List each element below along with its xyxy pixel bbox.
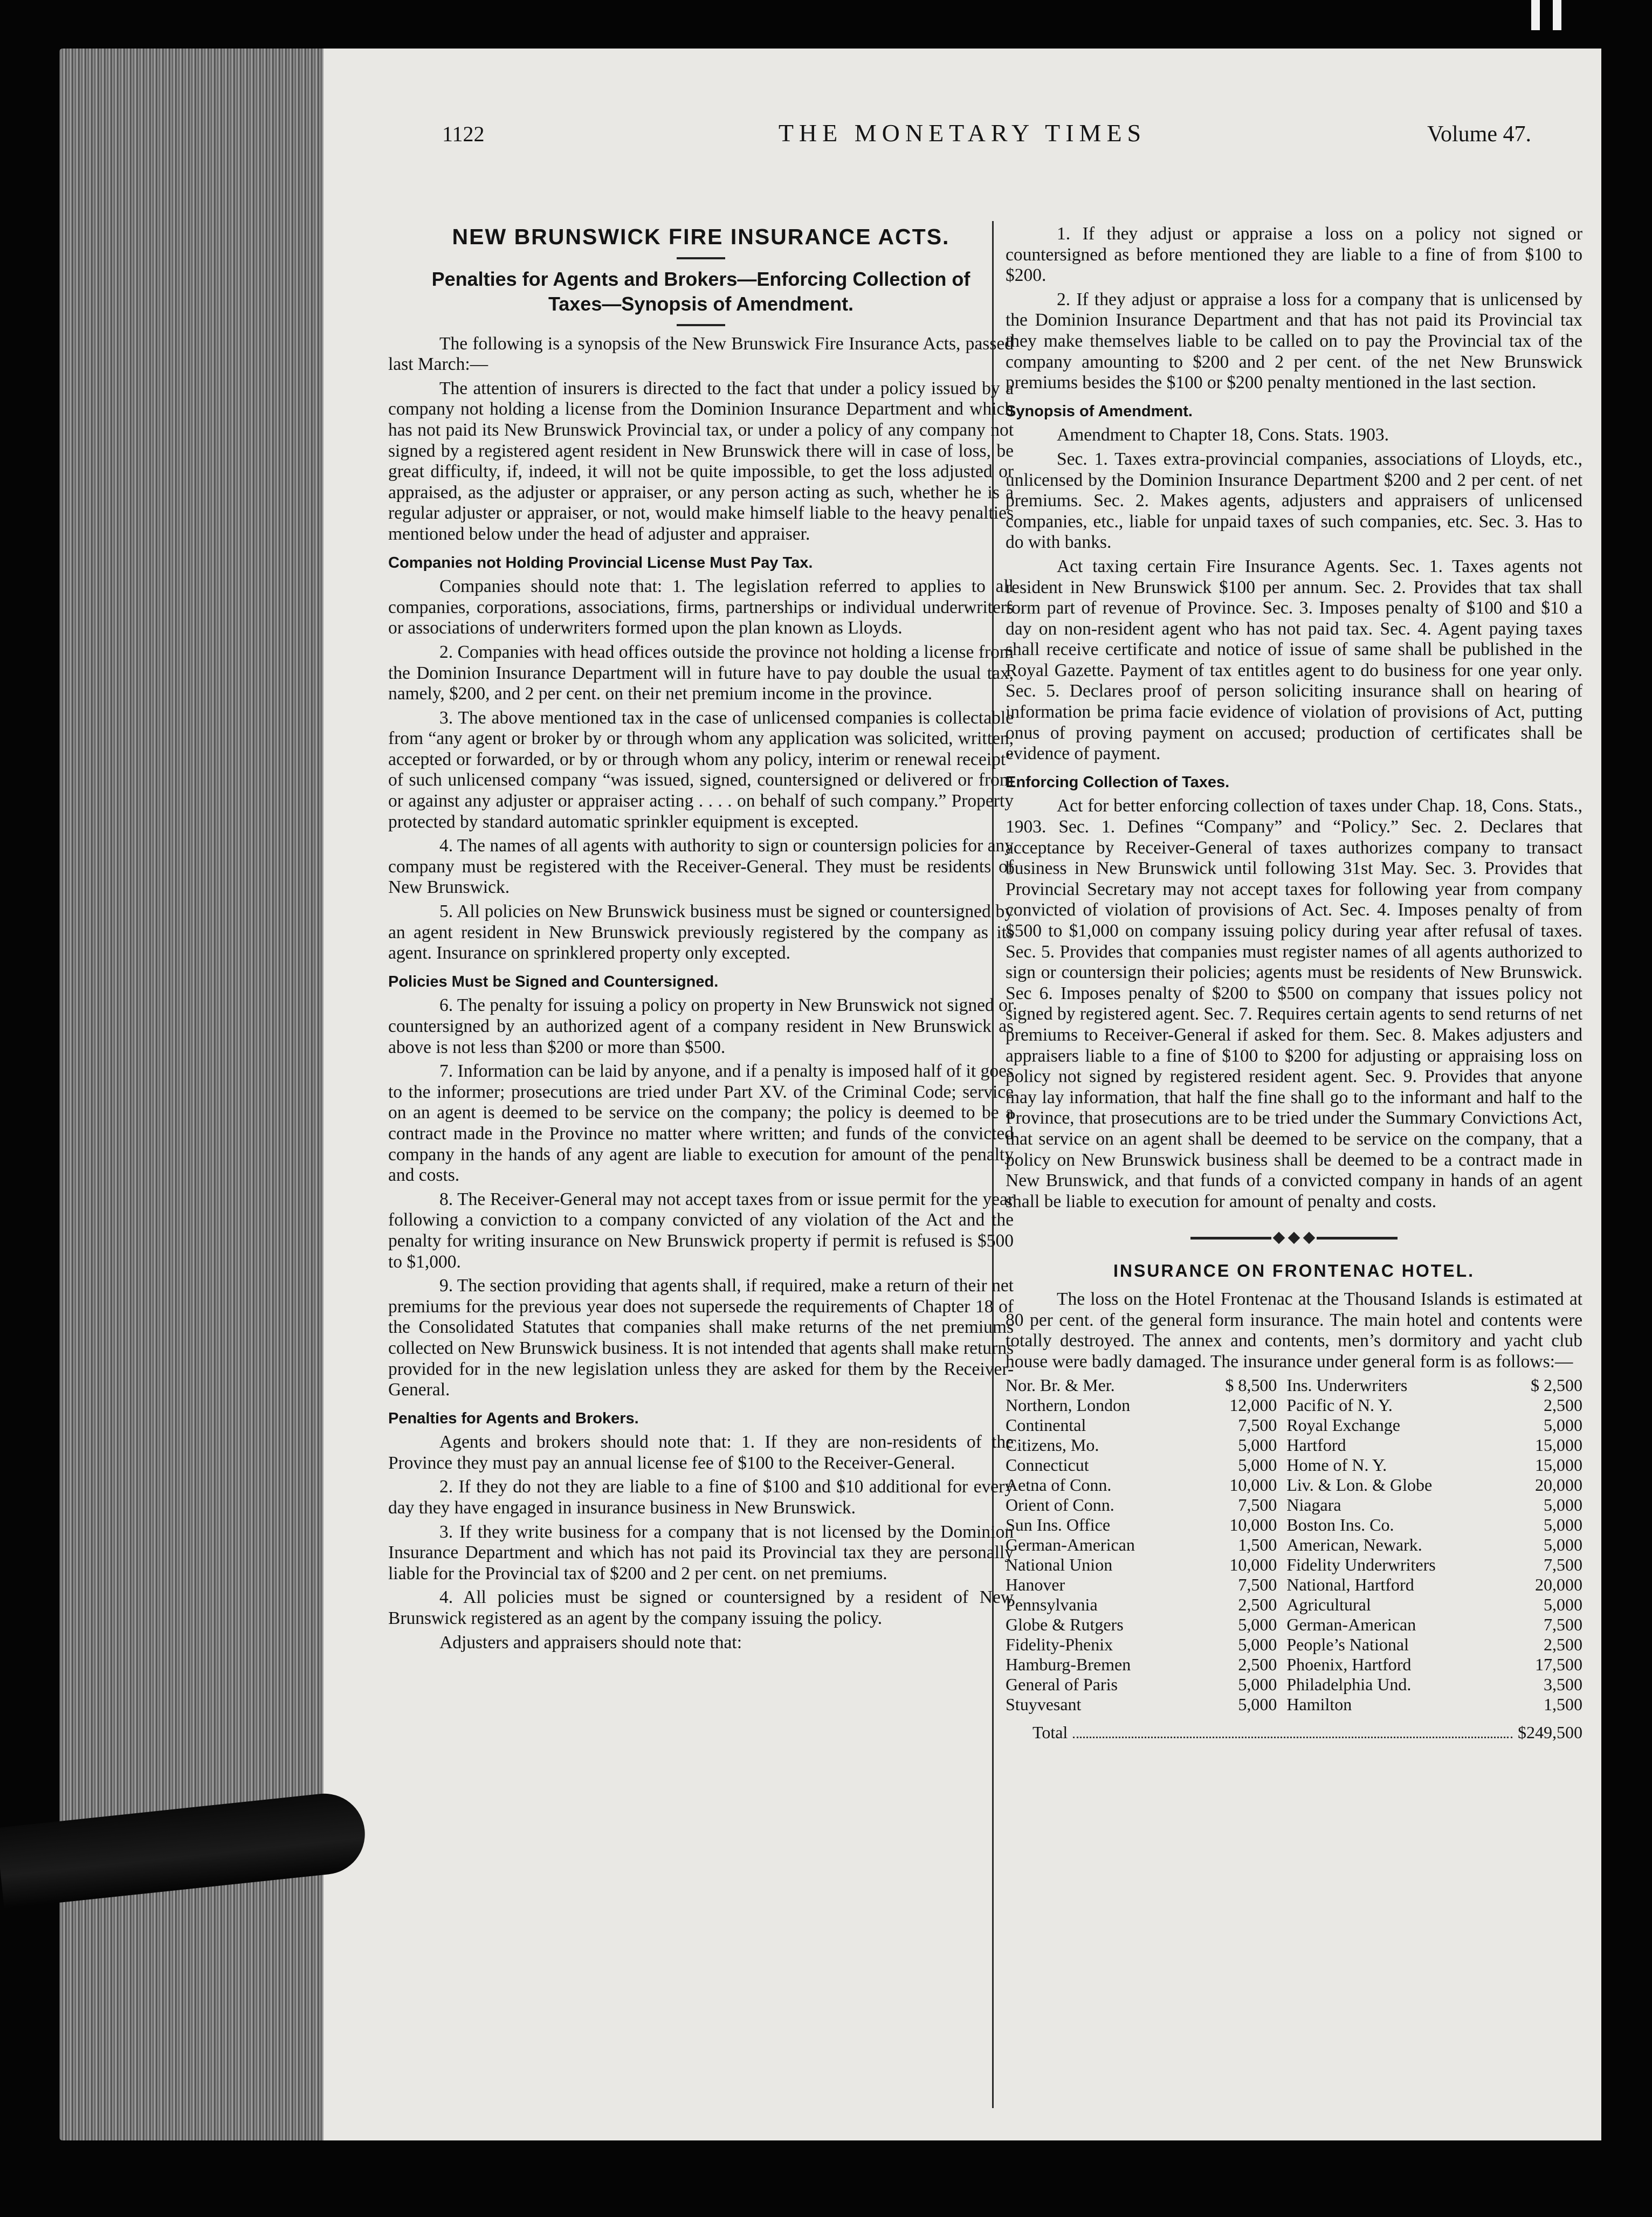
ornament-divider bbox=[1006, 1234, 1582, 1242]
section-paragraphs bbox=[1006, 796, 1582, 1212]
company-name: Nor. Br. & Mer. bbox=[1006, 1375, 1115, 1395]
table-row bbox=[1006, 1595, 1582, 1615]
table-row bbox=[1006, 1475, 1582, 1495]
table-row bbox=[1006, 1455, 1582, 1475]
paragraph: The attention of insurers is directed to the fact that under a policy issued by a company not holding a license from the Dominion Insurance Department and which has not paid its New Brunswick Provincial tax, or under a policy of any company not signed by a registered agent resident in New Brunswick there will in case of loss, be great difficulty, if, indeed, it will not be quite impossible, to get the loss adjusted or appraised, as the adjuster or appraiser, or any person acting as such, whether he is a regular adjuster or appraiser, or not, would make himself liable to the heavy penalties mentioned below under the head of adjuster and appraiser. bbox=[388, 378, 1014, 544]
company-name: Sun Ins. Office bbox=[1006, 1515, 1111, 1535]
amount: $ 2,500 bbox=[1531, 1375, 1582, 1395]
amount: 2,500 bbox=[1238, 1595, 1277, 1615]
company-name: German-American bbox=[1286, 1615, 1416, 1635]
company-name: Niagara bbox=[1286, 1495, 1341, 1515]
company-name: Northern, London bbox=[1006, 1395, 1131, 1415]
amount: 17,500 bbox=[1535, 1655, 1582, 1675]
amount: 5,000 bbox=[1238, 1435, 1277, 1455]
total-label: Total bbox=[1032, 1723, 1068, 1743]
section-paragraphs bbox=[388, 1432, 1014, 1653]
section-heading: Companies not Holding Provincial License Must Pay Tax. bbox=[388, 554, 813, 572]
amount: 5,000 bbox=[1238, 1615, 1277, 1635]
amount: 5,000 bbox=[1238, 1695, 1277, 1715]
paragraph: Companies should note that: 1. The legislation referred to applies to all companies, corporations, associations, firms, partnerships or individual underwriters or associations of underwriters formed upon the plan known as Lloyds. bbox=[388, 576, 1014, 638]
section-heading: Penalties for Agents and Brokers. bbox=[388, 1409, 639, 1427]
section-heading: Policies Must be Signed and Countersigned. bbox=[388, 973, 719, 990]
paragraph: Act for better enforcing collection of taxes under Chap. 18, Cons. Stats., 1903. Sec. 1. Defines “Company” and “Policy.” Sec. 2. Declares that acceptance by Receiver-General of taxes authorizes company to transact business in New Brunswick until following 31st May. Sec. 3. Provides that Provincial Secretary may not accept taxes for following year from company convicted of violation of provisions of Act. Sec. 4. Imposes penalty of from $500 to $1,000 on company issuing policy during year after refusal of taxes. Sec. 5. Provides that companies must register names of all agents authorized to sign or countersign their policies; agents must be residents of New Brunswick. Sec 6. Imposes penalty of $200 to $500 on company that issues policy not signed by registered agent. Sec. 7. Requires certain agents to send returns of net premiums to Receiver-General if asked for them. Sec. 8. Makes adjusters and appraisers liable to a fine of $100 to $200 for adjusting or appraising loss on policy not signed by registered resident agent. Sec. 9. Provides that anyone may lay information, that half the fine shall go to the informant and half to the Province, that prosecutions are to be tried under the Summary Convictions Act, that service on an agent shall be deemed to be service on the company, that a policy on New Brunswick business shall be deemed to be a contract made in New Brunswick, and that funds of a convicted company in hands of an agent shall be liable to execution for amount of penalty and costs. bbox=[1006, 796, 1582, 1211]
film-mark bbox=[1553, 0, 1561, 30]
company-name: Boston Ins. Co. bbox=[1286, 1515, 1394, 1535]
article-subtitle: Penalties for Agents and Brokers—Enforcing Collection of Taxes—Synopsis of Amendment. bbox=[431, 267, 970, 315]
section-paragraphs bbox=[388, 995, 1014, 1400]
paragraph: 3. The above mentioned tax in the case of unlicensed companies is collectable from “any agent or broker by or through whom any application was solicited, written, accepted or forwarded, or by or through whom any policy, interim or renewal receipt” of such unlicensed company “was issued, signed, countersigned or delivered or from or against any adjuster or appraiser acting . . . . on behalf of such company.” Property protected by standard automatic sprinkler equipment is excepted. bbox=[388, 707, 1014, 832]
title-dash bbox=[677, 257, 725, 259]
company-name: People’s National bbox=[1286, 1635, 1409, 1655]
table-row bbox=[1006, 1395, 1582, 1415]
volume-label: Volume 47. bbox=[1427, 122, 1531, 147]
page-header bbox=[323, 121, 1601, 159]
amount: 15,000 bbox=[1535, 1435, 1582, 1455]
amount: 20,000 bbox=[1535, 1575, 1582, 1595]
right-column bbox=[1006, 224, 1582, 1743]
section-heading: Enforcing Collection of Taxes. bbox=[1006, 773, 1230, 791]
table-row bbox=[1006, 1695, 1582, 1715]
paragraph: 1. If they adjust or appraise a loss on a policy not signed or countersigned as before mentioned they are liable to a fine of from $100 to $200. bbox=[1006, 224, 1582, 286]
table-row bbox=[1006, 1495, 1582, 1515]
table-row bbox=[1006, 1675, 1582, 1695]
article-title: NEW BRUNSWICK FIRE INSURANCE ACTS. bbox=[452, 224, 950, 249]
amount: 15,000 bbox=[1535, 1455, 1582, 1475]
company-name: General of Paris bbox=[1006, 1675, 1118, 1695]
amount: 7,500 bbox=[1238, 1495, 1277, 1515]
company-name: Hanover bbox=[1006, 1575, 1065, 1595]
amount: 10,000 bbox=[1229, 1555, 1277, 1575]
section-heading: Synopsis of Amendment. bbox=[1006, 402, 1193, 420]
amount: 1,500 bbox=[1238, 1535, 1277, 1555]
amount: 10,000 bbox=[1229, 1515, 1277, 1535]
paragraph: Adjusters and appraisers should note that: bbox=[439, 1632, 742, 1653]
company-name: Hartford bbox=[1286, 1435, 1346, 1455]
amount: 12,000 bbox=[1229, 1395, 1277, 1415]
company-name: Orient of Conn. bbox=[1006, 1495, 1114, 1515]
paragraph: 9. The section providing that agents shall, if required, make a return of their net premiums for the previous year does not supersede the requirements of Chapter 18 of the Consolidated Statutes that companies shall make returns of the net premiums collected on New Brunswick business. It is not intended that agents shall make returns provided for in the new legislation unless they are asked for them by the Receiver-General. bbox=[388, 1276, 1014, 1400]
company-name: Stuyvesant bbox=[1006, 1695, 1082, 1715]
scanned-page bbox=[323, 49, 1601, 2140]
company-name: Liv. & Lon. & Globe bbox=[1286, 1475, 1433, 1495]
company-name: Continental bbox=[1006, 1415, 1086, 1435]
insurance-table bbox=[1006, 1375, 1582, 1715]
running-title: THE MONETARY TIMES bbox=[778, 119, 1147, 147]
company-name: Connecticut bbox=[1006, 1455, 1089, 1475]
amount: 7,500 bbox=[1238, 1575, 1277, 1595]
section-paragraphs bbox=[1006, 425, 1582, 765]
amount: 7,500 bbox=[1238, 1415, 1277, 1435]
paragraph: 4. The names of all agents with authority to sign or countersign policies for any company must be registered with the Receiver-General. They must be residents of New Brunswick. bbox=[388, 836, 1014, 898]
paragraph: 3. If they write business for a company that is not licensed by the Dominion Insurance Department and which has not paid its Provincial tax they are personally liable for the Provincial tax of $200 and 2 per cent. on net premiums. bbox=[388, 1521, 1014, 1583]
paragraph: 7. Information can be laid by anyone, and if a penalty is imposed half of it goes to the informer; prosecutions are tried under Part XV. of the Criminal Code; service on an agent is deemed to be service on the company; the policy is deemed to be a contract made in the Province no matter where written; and funds of the convicted company in the hands of any agent are liable to execution for amount of the penalty and costs. bbox=[388, 1061, 1014, 1186]
company-name: German-American bbox=[1006, 1535, 1135, 1555]
amount: 7,500 bbox=[1544, 1615, 1582, 1635]
hotel-article-title: INSURANCE ON FRONTENAC HOTEL. bbox=[1113, 1261, 1475, 1281]
amount: 5,000 bbox=[1544, 1515, 1582, 1535]
paragraph: 8. The Receiver-General may not accept taxes from or issue permit for the year following a conviction to a company convicted of any violation of the Act and the penalty for writing insurance on New Brunswick property if permit is refused is $500 to $1,000. bbox=[388, 1189, 1014, 1272]
paragraph: 2. If they do not they are liable to a fine of $100 and $10 additional for every day they have engaged in insurance business in New Brunswick. bbox=[388, 1477, 1014, 1518]
continued-paragraphs bbox=[1006, 224, 1582, 394]
company-name: Royal Exchange bbox=[1286, 1415, 1400, 1435]
company-name: Globe & Rutgers bbox=[1006, 1615, 1124, 1635]
paragraph: 4. All policies must be signed or countersigned by a resident of New Brunswick registered as an agent by the company issuing the policy. bbox=[388, 1587, 1014, 1629]
film-mark bbox=[1531, 0, 1540, 30]
amount: 5,000 bbox=[1238, 1635, 1277, 1655]
intro-paragraphs bbox=[388, 334, 1014, 545]
amount: 5,000 bbox=[1238, 1675, 1277, 1695]
table-row bbox=[1006, 1555, 1582, 1575]
table-row bbox=[1006, 1515, 1582, 1535]
left-column bbox=[388, 226, 1014, 1656]
page-number: 1122 bbox=[442, 122, 485, 146]
amount: 1,500 bbox=[1544, 1695, 1582, 1715]
table-row bbox=[1006, 1575, 1582, 1595]
amount: $ 8,500 bbox=[1225, 1375, 1277, 1395]
total-row bbox=[1006, 1722, 1582, 1743]
total-value: $249,500 bbox=[1518, 1723, 1582, 1743]
amount: 3,500 bbox=[1544, 1675, 1582, 1695]
paragraph: 5. All policies on New Brunswick business must be signed or countersigned by an agent resident in New Brunswick previously registered by the company as its agent. Insurance on sprinklered property only excepted. bbox=[388, 901, 1014, 963]
company-name: Citizens, Mo. bbox=[1006, 1435, 1099, 1455]
paragraph: 2. Companies with head offices outside the province not holding a license from the Dominion Insurance Department will in future have to pay double the usual tax, namely, $200, and 2 per cent. on their net premium income in the province. bbox=[388, 642, 1014, 704]
section-paragraphs bbox=[388, 576, 1014, 964]
table-row bbox=[1006, 1415, 1582, 1435]
table-row bbox=[1006, 1635, 1582, 1655]
company-name: Phoenix, Hartford bbox=[1286, 1655, 1412, 1675]
amount: 7,500 bbox=[1544, 1555, 1582, 1575]
amount: 2,500 bbox=[1544, 1395, 1582, 1415]
paragraph: The following is a synopsis of the New Brunswick Fire Insurance Acts, passed last March:— bbox=[388, 333, 1014, 375]
company-name: Aetna of Conn. bbox=[1006, 1475, 1112, 1495]
company-name: Pennsylvania bbox=[1006, 1595, 1098, 1615]
paragraph: Act taxing certain Fire Insurance Agents. Sec. 1. Taxes agents not resident in New Brunswick $100 per annum. Sec. 2. Provides that tax shall form part of revenue of Province. Sec. 3. Imposes penalty of $100 and $10 a day on non-resident agent who has not paid tax. Sec. 4. Agent paying taxes shall receive certificate and notice of issue of same shall be published in the Royal Gazette. Payment of tax entitles agent to do business for one year only. Sec. 5. Declares proof of person soliciting insurance shall on hearing of information be prima facie evidence of violation of provisions of Act, putting onus of proving payment on accused; production of certificates shall be evidence of payment. bbox=[1006, 556, 1582, 764]
amount: 5,000 bbox=[1544, 1595, 1582, 1615]
amount: 5,000 bbox=[1544, 1495, 1582, 1515]
table-row bbox=[1006, 1655, 1582, 1675]
table-row bbox=[1006, 1435, 1582, 1455]
paragraph: 6. The penalty for issuing a policy on property in New Brunswick not signed or countersigned by an authorized agent of a company resident in New Brunswick as above is not less than $200 or more than $500. bbox=[388, 995, 1014, 1057]
company-name: Hamilton bbox=[1286, 1695, 1352, 1715]
hotel-intro: The loss on the Hotel Frontenac at the Thousand Islands is estimated at 80 per cent. of the general form insurance. The main hotel and contents were totally destroyed. The annex and contents, men’s dormitory and yacht club house were badly damaged. The insurance under general form is as follows:— bbox=[1006, 1289, 1582, 1372]
table-row bbox=[1006, 1375, 1582, 1395]
amount: 10,000 bbox=[1229, 1475, 1277, 1495]
company-name: Hamburg-Bremen bbox=[1006, 1655, 1131, 1675]
paragraph: Amendment to Chapter 18, Cons. Stats. 1903. bbox=[1057, 425, 1389, 445]
amount: 2,500 bbox=[1544, 1635, 1582, 1655]
company-name: National, Hartford bbox=[1286, 1575, 1414, 1595]
paragraph: Sec. 1. Taxes extra-provincial companies, associations of Lloyds, etc., unlicensed by the Dominion Insurance Department $200 and 2 per cent. of net premiums. Sec. 2. Makes agents, adjusters and appraisers of unlicensed companies, etc., liable for unpaid taxes of such companies, etc. Sec. 3. Has to do with banks. bbox=[1006, 449, 1582, 553]
company-name: Home of N. Y. bbox=[1286, 1455, 1387, 1475]
table-row bbox=[1006, 1535, 1582, 1555]
company-name: Ins. Underwriters bbox=[1286, 1375, 1408, 1395]
amount: 5,000 bbox=[1544, 1535, 1582, 1555]
company-name: National Union bbox=[1006, 1555, 1113, 1575]
company-name: American, Newark. bbox=[1286, 1535, 1422, 1555]
paragraph: Agents and brokers should note that: 1. If they are non-residents of the Province they must pay an annual license fee of $100 to the Receiver-General. bbox=[388, 1432, 1014, 1473]
company-name: Fidelity-Phenix bbox=[1006, 1635, 1113, 1655]
amount: 20,000 bbox=[1535, 1475, 1582, 1495]
paragraph: 2. If they adjust or appraise a loss for a company that is unlicensed by the Dominion Insurance Department and that has not paid its Provincial tax they make themselves liable to be called on to pay the Provincial tax of the company amounting to $200 and 2 per cent. of the net New Brunswick premiums besides the $100 or $200 penalty mentioned in the last section. bbox=[1006, 289, 1582, 393]
amount: 2,500 bbox=[1238, 1655, 1277, 1675]
amount: 5,000 bbox=[1238, 1455, 1277, 1475]
company-name: Fidelity Underwriters bbox=[1286, 1555, 1436, 1575]
company-name: Philadelphia Und. bbox=[1286, 1675, 1412, 1695]
company-name: Agricultural bbox=[1286, 1595, 1371, 1615]
amount: 5,000 bbox=[1544, 1415, 1582, 1435]
subtitle-dash bbox=[677, 324, 725, 326]
table-row bbox=[1006, 1615, 1582, 1635]
company-name: Pacific of N. Y. bbox=[1286, 1395, 1393, 1415]
